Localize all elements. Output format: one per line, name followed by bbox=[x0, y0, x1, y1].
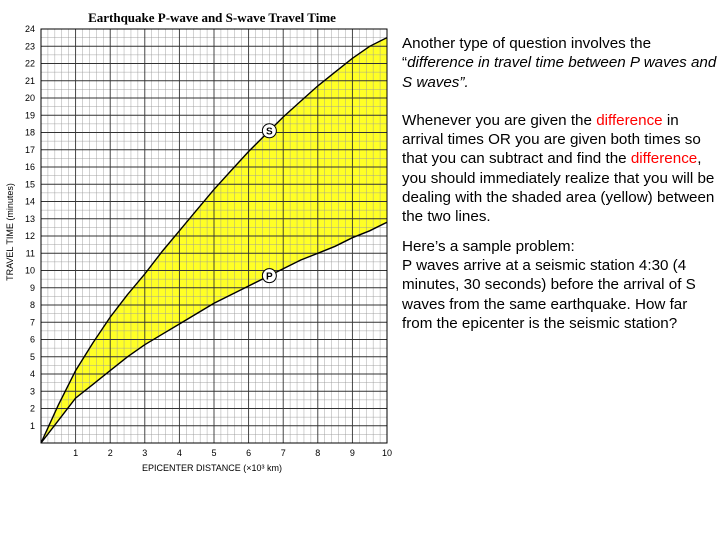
curve-tag-p bbox=[262, 269, 276, 283]
y-tick-label: 14 bbox=[24, 196, 35, 207]
y-tick-label: 12 bbox=[24, 231, 35, 241]
x-tick-label: 7 bbox=[280, 448, 286, 458]
x-tick-label: 1 bbox=[73, 448, 79, 458]
y-tick-label: 21 bbox=[24, 75, 35, 86]
x-tick-label: 6 bbox=[246, 448, 252, 458]
chart-title: Earthquake P-wave and S-wave Travel Time bbox=[88, 10, 336, 25]
sample-problem-heading: Here’s a sample problem: bbox=[402, 237, 575, 255]
y-tick-label: 3 bbox=[29, 386, 35, 397]
y-tick-label: 20 bbox=[24, 93, 35, 103]
curve-tag-s bbox=[262, 124, 276, 138]
intro-italic-text: difference in travel time between P waves and S waves”. bbox=[402, 54, 717, 91]
difference-keyword-1: difference bbox=[596, 111, 663, 129]
chart-svg bbox=[0, 0, 395, 480]
y-tick-label: 24 bbox=[24, 24, 35, 34]
y-tick-label: 10 bbox=[24, 265, 35, 276]
sample-problem-body: P waves arrive at a seismic station 4:30 (4 minutes, 30 seconds) before the arrival of S waves from the same earthquake. How far from the epicenter is the seismic station? bbox=[402, 256, 696, 332]
difference-text-2: in arrival times OR you are given both times so that you can subtract and find the bbox=[402, 111, 701, 168]
x-tick-label: 4 bbox=[176, 448, 182, 458]
y-tick-label: 22 bbox=[24, 58, 35, 69]
x-tick-label: 9 bbox=[349, 448, 355, 458]
curve-tag-letter: P bbox=[266, 271, 273, 283]
intro-text: Another type of question involves the “ bbox=[402, 35, 652, 72]
y-axis-label: TRAVEL TIME (minutes) bbox=[5, 183, 15, 281]
y-tick-label: 23 bbox=[24, 41, 35, 52]
difference-text-3: , you should immediately realize that you will be dealing with the shaded area (yellow) between the two lines. bbox=[402, 150, 715, 226]
difference-keyword-2: difference bbox=[630, 150, 698, 168]
y-tick-label: 11 bbox=[25, 248, 35, 259]
y-tick-label: 5 bbox=[29, 351, 35, 362]
intro-paragraph bbox=[402, 34, 718, 92]
difference-paragraph bbox=[402, 111, 718, 227]
y-tick-label: 8 bbox=[29, 300, 35, 310]
x-axis-label: EPICENTER DISTANCE (×10³ km) bbox=[141, 463, 283, 473]
curve-tag-letter: S bbox=[266, 126, 273, 138]
x-tick-label: 3 bbox=[142, 448, 148, 458]
y-tick-label: 13 bbox=[24, 213, 35, 224]
y-tick-label: 6 bbox=[29, 334, 35, 345]
y-tick-label: 4 bbox=[29, 369, 35, 379]
difference-text-1: Whenever you are given the bbox=[402, 111, 597, 129]
x-tick-label: 5 bbox=[211, 448, 217, 458]
y-tick-label: 1 bbox=[29, 420, 35, 431]
y-tick-label: 17 bbox=[24, 144, 35, 155]
y-tick-label: 7 bbox=[29, 317, 35, 328]
y-tick-label: 9 bbox=[29, 282, 35, 293]
travel-time-chart bbox=[0, 0, 395, 480]
y-tick-label: 18 bbox=[24, 127, 35, 138]
explanation-panel bbox=[402, 34, 718, 333]
y-tick-label: 16 bbox=[24, 162, 35, 172]
x-tick-label: 8 bbox=[315, 448, 321, 458]
x-tick-label: 2 bbox=[107, 448, 113, 458]
y-tick-label: 15 bbox=[24, 179, 35, 190]
y-tick-label: 19 bbox=[24, 110, 35, 121]
y-tick-label: 2 bbox=[29, 403, 35, 414]
x-tick-label: 10 bbox=[381, 448, 393, 458]
